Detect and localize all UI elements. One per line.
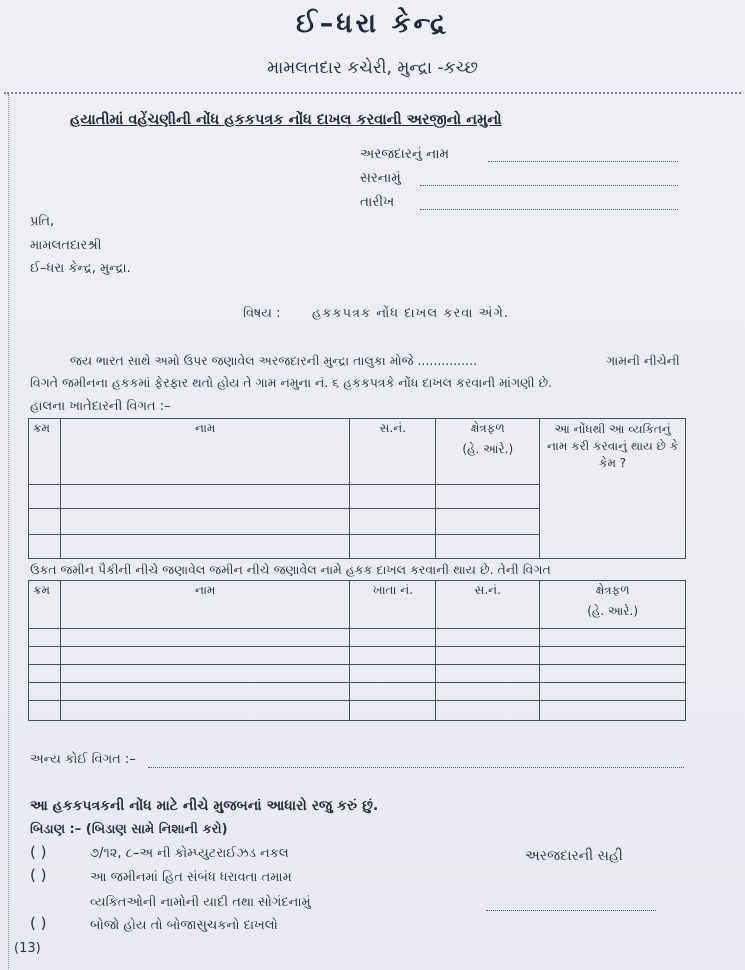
table1-header-question: આ નોંધથી આ વ્યકિતનું નામ કરી કરવાનું થાય છે કે કેમ ? [540,419,686,559]
table2-row1-survey[interactable] [436,629,540,647]
table1-row2-area[interactable] [436,509,540,535]
header-title: ઈ–ધરા કેન્દ્ર [295,8,450,39]
table2-row2-survey[interactable] [436,647,540,665]
body-line1-b: ગામની નીચેની [606,353,680,368]
table1-row2-serial[interactable] [29,509,61,535]
attachments-intro: આ હકકપત્રકની નોંધ માટે નીચે મુજબનાં આધારો રજુ કરું છું. [30,798,379,814]
applicant-date-field[interactable] [420,197,678,210]
recipient-to: પ્રતિ, [30,214,55,229]
table1-row1-name[interactable] [60,485,349,509]
applicant-date-label: તારીખ [360,194,395,210]
table2-row4-serial[interactable] [29,683,61,701]
table2-row1-serial[interactable] [29,629,61,647]
table1-header-area-units: (હે. આરે.) [462,442,514,456]
header-divider [4,92,741,94]
page-number: (13) [14,941,41,956]
body-line1-a: જય ભારત સાથે અમો ઉપર જણાવેલ અરજદારની મુન્દ્રા તાલુકા મોજે ............... [70,353,478,368]
header-subtitle: મામલતદાર કચેરી, મુન્દ્રા -કચ્છ [267,58,478,78]
signature-line[interactable] [486,898,656,911]
table2-header-name: નામ [60,581,349,629]
other-details-field[interactable] [148,755,684,768]
table2-row1-account[interactable] [350,629,436,647]
table2-row2-serial[interactable] [29,647,61,665]
table2-row1-area[interactable] [540,629,686,647]
table2-row4-name[interactable] [60,683,349,701]
left-margin-line [8,94,9,970]
table1-caption: હાલના ખાતેદારની વિગત :– [30,399,171,414]
subject-text: હકકપત્રક નોંધ દાખલ કરવા અંગે. [312,306,509,321]
table1-row3-area[interactable] [436,535,540,559]
table1-header-serial: ક્રમ [29,419,61,485]
table1-header-survey: સ.નં. [350,419,436,485]
current-holders-table [28,418,686,559]
table1-row3-survey[interactable] [350,535,436,559]
applicant-name-field[interactable] [488,149,678,162]
table1-row1-area[interactable] [436,485,540,509]
table2-row3-survey[interactable] [436,665,540,683]
attachment-2-text: આ જમીનમાં હિત સંબંધ ધરાવતા તમામ [90,870,292,885]
table2-row1-name[interactable] [60,629,349,647]
table2-caption: ઉકત જમીન પૈકીની નીચે જણાવેલ જમીન નીચે જણાવેલ નામે હકક દાખલ કરવાની થાય છે. તેની વિગત [30,562,551,577]
new-entries-table [28,580,686,721]
attachment-1-checkbox[interactable]: ( ) [30,843,47,861]
attachment-2-checkbox[interactable]: ( ) [30,866,47,884]
signature-label: અરજદારની સહી [525,848,623,864]
attachment-3-checkbox[interactable]: ( ) [30,914,47,932]
recipient-office: ઈ–ધરા કેન્દ્ર, મુન્દ્રા. [30,261,131,276]
other-details-label: અન્ય કોઈ વિગત :– [30,752,136,767]
table2-header-serial: ક્રમ [29,581,61,629]
table2-row5-area[interactable] [540,701,686,721]
table2-row5-account[interactable] [350,701,436,721]
body-line2: વિગતે જમીનના હકકમાં ફેરફાર થતો હોય તે ગામ નમુના નં. ૬ હકકપત્રકે નોંધ દાખલ કરવાની માંગણી છે. [30,375,553,390]
table1-row2-name[interactable] [60,509,349,535]
table2-row2-area[interactable] [540,647,686,665]
table1-row3-name[interactable] [60,535,349,559]
table2-row5-serial[interactable] [29,701,61,721]
attachment-3-text: બોજો હોય તો બોજાસુચકનો દાખલો [90,918,278,933]
subject-label: વિષય : [243,306,281,321]
table1-row3-serial[interactable] [29,535,61,559]
table2-row2-account[interactable] [350,647,436,665]
attachment-1-text: ૭/૧૨, ૮–અ ની કોમ્પ્યુટરાઈઝડ નકલ [90,846,289,861]
table2-row3-area[interactable] [540,665,686,683]
table2-row3-serial[interactable] [29,665,61,683]
applicant-name-label: અરજદારનું નામ [360,146,450,162]
table2-row2-name[interactable] [60,647,349,665]
table2-row4-area[interactable] [540,683,686,701]
table1-row1-serial[interactable] [29,485,61,509]
applicant-address-label: સરનામું [360,170,401,186]
table2-row3-name[interactable] [60,665,349,683]
table1-header-area [436,419,540,485]
table2-header-area-units: (હે. આરે.) [587,604,638,618]
table2-row5-survey[interactable] [436,701,540,721]
table2-row4-survey[interactable] [436,683,540,701]
applicant-address-field[interactable] [420,173,678,186]
table1-header-area-label: ક્ષેત્રફળ [470,421,505,435]
table2-row4-account[interactable] [350,683,436,701]
table2-header-survey: સ.નં. [436,581,540,629]
table2-row5-name[interactable] [60,701,349,721]
table1-header-name: નામ [60,419,349,485]
table1-row2-survey[interactable] [350,509,436,535]
table2-header-area [540,581,686,629]
attachments-heading: બિડાણ :– (બિડાણ સામે નિશાની કરો) [30,822,228,837]
attachment-2-continuation: વ્યકિતઓની નામોની યાદી તથા સોગંદનામું [90,895,311,910]
table2-row3-account[interactable] [350,665,436,683]
form-title: હયાતીમાં વહેંચણીની નોંધ હકકપત્રક નોંધ દાખલ કરવાની અરજીનો નમુનો [70,112,502,128]
table2-header-area-label: ક્ષેત્રફળ [595,583,630,597]
recipient-officer: મામલતદારશ્રી [30,238,102,253]
table1-row1-survey[interactable] [350,485,436,509]
table2-header-account: ખાતા નં. [350,581,436,629]
